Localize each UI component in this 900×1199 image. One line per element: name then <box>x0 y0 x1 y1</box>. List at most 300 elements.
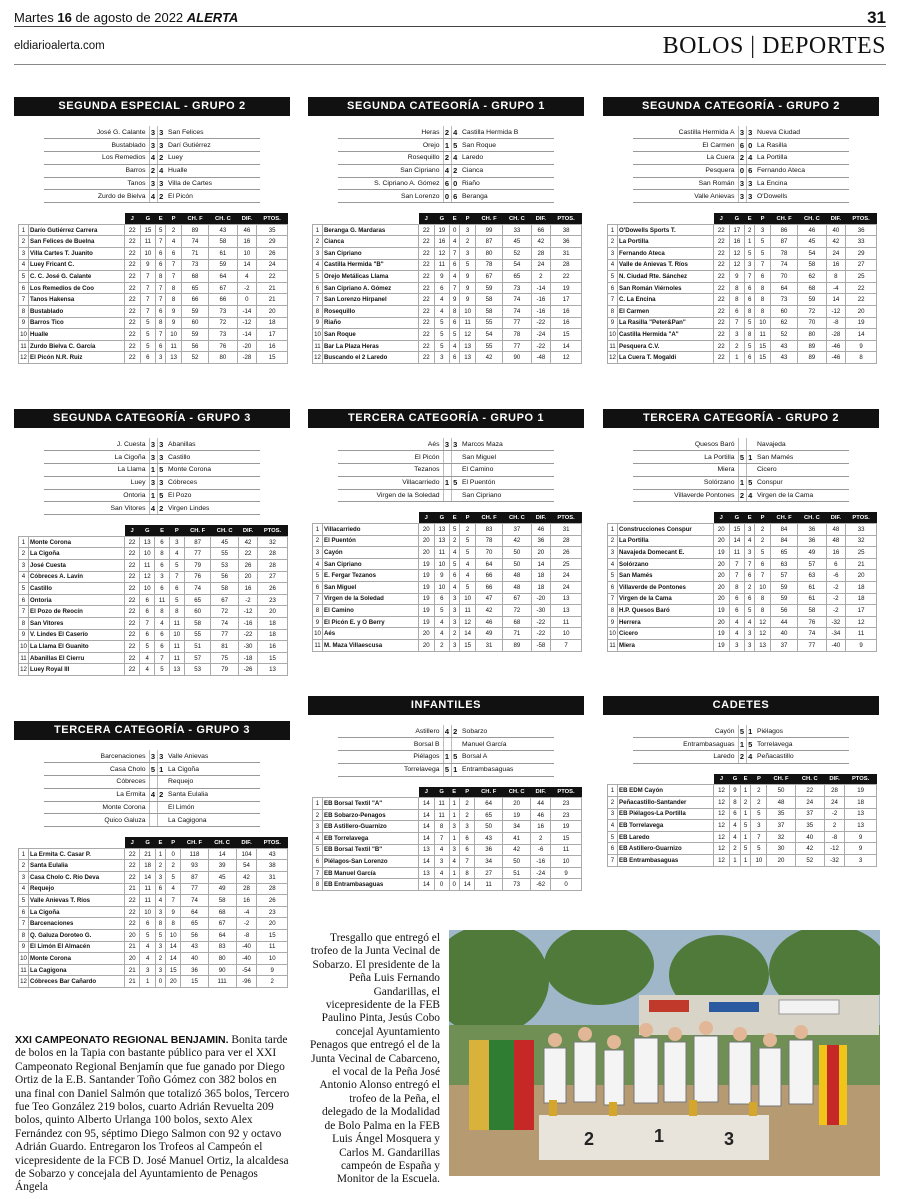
stat-value: 12 <box>755 616 771 628</box>
stat-value: 28 <box>258 559 288 571</box>
team-name: Miera <box>618 639 714 651</box>
standings-row <box>608 247 877 259</box>
score: 2 <box>157 190 165 203</box>
stat-value: 8 <box>730 796 741 808</box>
result-row <box>338 464 554 477</box>
result-row <box>44 763 260 776</box>
position: 3 <box>608 547 618 559</box>
score: 5 <box>746 738 754 751</box>
standings-row <box>19 929 288 941</box>
stat-value: 22 <box>125 548 140 560</box>
column-header: J <box>125 525 140 536</box>
stat-value: 14 <box>826 294 846 306</box>
position: 10 <box>608 628 618 640</box>
stat-value: 5 <box>755 236 771 248</box>
standings-row <box>19 606 288 618</box>
stat-value: 9 <box>845 831 877 843</box>
column-header: CH. C <box>503 213 531 224</box>
stat-value: -2 <box>824 808 844 820</box>
stat-value: 58 <box>209 236 237 248</box>
stat-value: 8 <box>156 317 166 329</box>
column-header: J <box>714 512 730 523</box>
home-team: Borsal B <box>338 738 443 751</box>
stat-value: -54 <box>236 964 257 976</box>
stat-value: 63 <box>798 570 826 582</box>
standings-row <box>313 879 582 891</box>
score: 5 <box>451 139 459 152</box>
home-team: Entrambasaguas <box>633 738 738 751</box>
result-row <box>338 738 554 751</box>
stat-value: 10 <box>166 329 182 341</box>
stat-value: 8 <box>155 606 169 618</box>
position: 6 <box>313 282 323 294</box>
stat-value: 67 <box>208 918 236 930</box>
away-team: La Cigoña <box>165 763 260 776</box>
standings-row <box>313 329 582 341</box>
score <box>157 776 165 789</box>
standings-row <box>313 628 582 640</box>
stat-value: 20 <box>767 854 795 866</box>
stat-value: 20 <box>419 535 435 547</box>
stat-value: 4 <box>460 570 476 582</box>
column-header: PTOS. <box>845 774 877 785</box>
home-team: Solórzano <box>633 476 738 489</box>
column-header: P <box>166 837 181 848</box>
stat-value: 19 <box>714 639 730 651</box>
stat-value: 22 <box>125 224 141 236</box>
stat-value: 1 <box>449 809 459 821</box>
stat-value: 22 <box>125 294 141 306</box>
stat-value: 64 <box>770 282 797 294</box>
column-header: CH. F <box>475 512 502 523</box>
standings-row <box>608 535 877 547</box>
standings-row <box>313 236 582 248</box>
stat-value: 19 <box>419 558 435 570</box>
stat-value: 57 <box>184 652 211 664</box>
stat-value: 15 <box>181 976 208 988</box>
away-team: El Pozo <box>165 489 260 502</box>
team-name: San Miguel <box>323 581 419 593</box>
stat-value: 7 <box>729 317 745 329</box>
stat-value: 19 <box>845 785 877 797</box>
stat-value: 24 <box>531 259 551 271</box>
team-name: Luey Royal III <box>29 664 125 676</box>
position: 6 <box>608 843 618 855</box>
stat-value: 25 <box>846 271 877 283</box>
stat-value: 15 <box>140 224 156 236</box>
stat-value: 11 <box>140 559 155 571</box>
stat-value: 11 <box>140 895 155 907</box>
stat-value: 22 <box>125 259 141 271</box>
stat-value: 5 <box>460 535 476 547</box>
stat-value: 21 <box>125 883 140 895</box>
stat-value: 16 <box>826 547 846 559</box>
team-name: Valle Anievas T. Ríos <box>29 895 125 907</box>
position: 2 <box>313 535 323 547</box>
score: 6 <box>451 190 459 203</box>
stat-value: 21 <box>125 941 140 953</box>
standings-table <box>312 512 582 651</box>
team-name: Piélagos-San Lorenzo <box>323 856 419 868</box>
stat-value: 17 <box>846 605 877 617</box>
stat-value: 22 <box>714 305 730 317</box>
stat-value: 2 <box>751 796 767 808</box>
position: 2 <box>19 236 29 248</box>
group-block <box>308 696 584 891</box>
stat-value: 68 <box>208 906 236 918</box>
stat-value: -2 <box>826 593 846 605</box>
stat-value: 4 <box>730 820 741 832</box>
score: 3 <box>149 438 157 451</box>
stat-value: 43 <box>475 832 502 844</box>
home-team: La Llama <box>44 464 149 477</box>
result-row <box>44 451 260 464</box>
stat-value: 3 <box>155 941 165 953</box>
position: 11 <box>313 340 323 352</box>
standings-row <box>313 305 582 317</box>
stat-value: 4 <box>729 616 745 628</box>
stat-value: 74 <box>181 236 208 248</box>
stat-value: 3 <box>459 821 475 833</box>
column-header: J <box>125 837 140 848</box>
position: 8 <box>313 879 323 891</box>
standings-row <box>19 652 288 664</box>
standings-row <box>19 536 288 548</box>
away-team: Cicero <box>754 464 849 477</box>
stat-value: -20 <box>237 340 257 352</box>
standings-table <box>607 512 877 651</box>
result-row <box>633 738 849 751</box>
score: 4 <box>451 152 459 165</box>
team-name: San Cipriano <box>323 558 419 570</box>
stat-value: 74 <box>211 617 239 629</box>
stat-value: 5 <box>755 247 771 259</box>
stat-value: 4 <box>166 883 181 895</box>
team-name: El Pozo de Reocín <box>29 606 125 618</box>
stat-value: 83 <box>475 523 502 535</box>
stat-value: 73 <box>770 294 797 306</box>
stat-value: 20 <box>846 305 877 317</box>
stat-value: 60 <box>770 305 797 317</box>
stat-value: 22 <box>419 340 435 352</box>
stat-value: 1 <box>155 848 165 860</box>
stat-value: 58 <box>211 583 239 595</box>
stat-value: 1 <box>729 352 745 364</box>
stat-value: 14 <box>419 821 435 833</box>
team-name: Rosequillo <box>323 305 419 317</box>
stat-value: 6 <box>156 340 166 352</box>
stat-value: -2 <box>826 581 846 593</box>
stat-value: 11 <box>551 844 582 856</box>
stat-value: 4 <box>450 271 460 283</box>
team-name: Fernando Ateca <box>618 247 714 259</box>
stat-value: 26 <box>257 247 288 259</box>
stat-value: 19 <box>714 628 730 640</box>
stat-value: 37 <box>503 523 531 535</box>
column-header: G <box>434 512 450 523</box>
stat-value: 3 <box>460 247 476 259</box>
standings-row <box>19 617 288 629</box>
score: 3 <box>149 750 157 763</box>
stat-value: 27 <box>846 259 877 271</box>
team-name: Abanillas El Cierru <box>29 652 125 664</box>
column-header: E <box>450 512 460 523</box>
stat-value: 10 <box>551 856 582 868</box>
stat-value: 58 <box>798 259 826 271</box>
result-row <box>633 164 849 177</box>
home-team: Bustablado <box>44 139 149 152</box>
stat-value: 6 <box>140 629 155 641</box>
position: 2 <box>608 535 618 547</box>
stat-value: 11 <box>257 941 288 953</box>
score: 4 <box>746 751 754 764</box>
result-row <box>338 751 554 764</box>
standings-row <box>608 785 877 797</box>
stat-value: 52 <box>181 352 208 364</box>
stat-value: 72 <box>209 317 237 329</box>
standings-row <box>313 352 582 364</box>
team-name: Beranga G. Mardaras <box>323 224 419 236</box>
stat-value: 7 <box>166 895 181 907</box>
column-header: P <box>166 213 182 224</box>
group-title: SEGUNDA CATEGORÍA - GRUPO 1 <box>308 97 584 116</box>
stat-value: 22 <box>419 352 435 364</box>
stat-value: 32 <box>258 536 288 548</box>
home-team: Tezanos <box>338 464 443 477</box>
stat-value: 19 <box>419 616 435 628</box>
column-header: CH. F <box>475 213 502 224</box>
team-name: Monte Corona <box>29 953 125 965</box>
stat-value: 8 <box>729 294 745 306</box>
stat-value: 7 <box>140 282 156 294</box>
stat-value: -12 <box>826 305 846 317</box>
stat-value: -46 <box>826 352 846 364</box>
stat-value: 13 <box>258 664 288 676</box>
result-row <box>633 476 849 489</box>
standings-header <box>313 787 582 798</box>
result-row <box>44 776 260 789</box>
stat-value: 2 <box>460 236 476 248</box>
stat-value: 2 <box>155 860 165 872</box>
score: 0 <box>444 191 450 201</box>
away-team: La Encina <box>754 177 849 190</box>
position: 5 <box>19 271 29 283</box>
stat-value: 9 <box>434 570 450 582</box>
home-team: Valle Anievas <box>633 190 738 203</box>
stat-value: 7 <box>155 652 169 664</box>
score: 3 <box>150 478 156 488</box>
stat-value: -2 <box>237 282 257 294</box>
team-name: EB Borsal Textil "B" <box>323 844 419 856</box>
score: 0 <box>746 139 754 152</box>
stat-value: 10 <box>140 247 156 259</box>
stat-value: 0 <box>450 224 460 236</box>
results-table <box>44 438 260 515</box>
position: 9 <box>608 317 618 329</box>
team-name: Solórzano <box>618 558 714 570</box>
stat-value: 11 <box>460 605 476 617</box>
position: 8 <box>608 605 618 617</box>
stat-value: -4 <box>826 282 846 294</box>
stat-value: 22 <box>125 848 140 860</box>
stat-value: -22 <box>531 616 551 628</box>
standings-row <box>608 329 877 341</box>
stat-value: 7 <box>755 570 771 582</box>
stat-value: -24 <box>531 867 551 879</box>
column-header: PTOS. <box>551 512 582 523</box>
stat-value: 7 <box>166 259 182 271</box>
home-team: Villaverde Pontones <box>633 489 738 502</box>
stat-value: 76 <box>209 340 237 352</box>
standings-row <box>19 629 288 641</box>
standings-row <box>313 616 582 628</box>
result-row <box>338 763 554 776</box>
away-team: El Limón <box>165 801 260 814</box>
stat-value: 12 <box>714 854 730 866</box>
team-name: EB Entrambasaguas <box>618 854 714 866</box>
stat-value: 65 <box>184 594 211 606</box>
stat-value: 74 <box>181 895 208 907</box>
stat-value: 111 <box>208 976 236 988</box>
stat-value: 21 <box>257 294 288 306</box>
stat-value: 40 <box>795 831 824 843</box>
stat-value: 18 <box>140 860 155 872</box>
position: 10 <box>19 641 29 653</box>
away-team: Beranga <box>459 190 554 203</box>
stat-value: 20 <box>714 570 730 582</box>
position: 5 <box>313 844 323 856</box>
stat-value: 53 <box>211 559 239 571</box>
group-title: INFANTILES <box>308 696 584 715</box>
stat-value: 74 <box>503 294 531 306</box>
stat-value: 7 <box>745 271 755 283</box>
standings-row <box>608 820 877 832</box>
stat-value: 22 <box>125 629 140 641</box>
away-team: Cóbreces <box>165 476 260 489</box>
stat-value: 74 <box>798 628 826 640</box>
column-header: DIF. <box>826 512 846 523</box>
result-row <box>44 814 260 827</box>
stat-value: 47 <box>475 593 502 605</box>
stat-value: 3 <box>434 352 450 364</box>
stat-value: 84 <box>770 523 797 535</box>
results-table <box>633 725 849 764</box>
stat-value: -16 <box>531 305 551 317</box>
stat-value: -34 <box>826 628 846 640</box>
stat-value: -22 <box>531 340 551 352</box>
away-team: Castillo <box>165 451 260 464</box>
team-name: Zurdo Bielva C. García <box>29 340 125 352</box>
stat-value: 50 <box>767 785 795 797</box>
stat-value: 31 <box>257 871 288 883</box>
stat-value: 64 <box>181 906 208 918</box>
standings-row <box>19 848 288 860</box>
stat-value: 13 <box>460 340 476 352</box>
stat-value: 11 <box>434 798 449 810</box>
team-name: Orejo Metálicas Llama <box>323 271 419 283</box>
stat-value: 4 <box>460 558 476 570</box>
stat-value: 59 <box>770 581 797 593</box>
position: 7 <box>313 593 323 605</box>
standings-row <box>19 236 288 248</box>
away-team: Valle Anievas <box>165 750 260 763</box>
stat-value: 66 <box>209 294 237 306</box>
standings-row <box>608 523 877 535</box>
away-team: Castilla Hermida B <box>459 126 554 139</box>
score: 6 <box>444 179 450 189</box>
stat-value: 87 <box>475 236 502 248</box>
team-name: Casa Cholo C. Río Deva <box>29 871 125 883</box>
score: 1 <box>746 451 754 464</box>
stat-value: 59 <box>770 593 797 605</box>
site-url: eldiarioalerta.com <box>14 40 105 52</box>
stat-value: 73 <box>503 282 531 294</box>
group-title: SEGUNDA CATEGORÍA - GRUPO 3 <box>14 409 290 428</box>
stat-value: 14 <box>166 941 181 953</box>
team-name: Cóbreces Bar Cañardo <box>29 976 125 988</box>
stat-value: 62 <box>770 317 797 329</box>
issue-date: Martes 16 de agosto de 2022 ALERTA <box>14 10 239 25</box>
stat-value: 57 <box>770 570 797 582</box>
standings-row <box>313 282 582 294</box>
stat-value: -16 <box>531 856 551 868</box>
stat-value: -28 <box>237 352 257 364</box>
position: 12 <box>19 664 29 676</box>
score <box>738 464 746 477</box>
column-header: CH. F <box>181 837 208 848</box>
stat-value: 22 <box>714 236 730 248</box>
stat-value: 3 <box>450 593 460 605</box>
standings-row <box>19 247 288 259</box>
stat-value: 71 <box>181 247 208 259</box>
home-team: Barcenaciones <box>44 750 149 763</box>
stat-value: 22 <box>714 271 730 283</box>
standings-header <box>313 213 582 224</box>
stat-value: 38 <box>257 860 288 872</box>
stat-value: 20 <box>714 558 730 570</box>
stat-value: 83 <box>208 941 236 953</box>
stat-value: 24 <box>551 581 582 593</box>
stat-value: 3 <box>140 964 155 976</box>
stat-value: 6 <box>729 305 745 317</box>
position: 2 <box>313 809 323 821</box>
result-row <box>338 725 554 738</box>
standings-row <box>608 259 877 271</box>
team-name: Luey Fricant C. <box>29 259 125 271</box>
stat-value: 15 <box>257 352 288 364</box>
score: 3 <box>150 179 156 189</box>
stat-value: -58 <box>531 639 551 651</box>
stat-value: 13 <box>419 844 435 856</box>
stat-value: 20 <box>846 570 877 582</box>
home-team: La Cuera <box>633 152 738 165</box>
column-header: G <box>140 837 155 848</box>
stat-value: 33 <box>503 224 531 236</box>
stat-value: 6 <box>155 883 165 895</box>
standings-header <box>19 213 288 224</box>
standings-row <box>313 535 582 547</box>
stat-value: 15 <box>551 329 582 341</box>
stat-value: 54 <box>475 329 502 341</box>
position: 5 <box>313 271 323 283</box>
column-header: CH. C <box>208 837 236 848</box>
stat-value: 15 <box>166 964 181 976</box>
column-header: J <box>125 213 141 224</box>
stat-value: 11 <box>460 317 476 329</box>
stat-value: 89 <box>798 352 826 364</box>
result-row <box>338 451 554 464</box>
stat-value: 3 <box>450 639 460 651</box>
